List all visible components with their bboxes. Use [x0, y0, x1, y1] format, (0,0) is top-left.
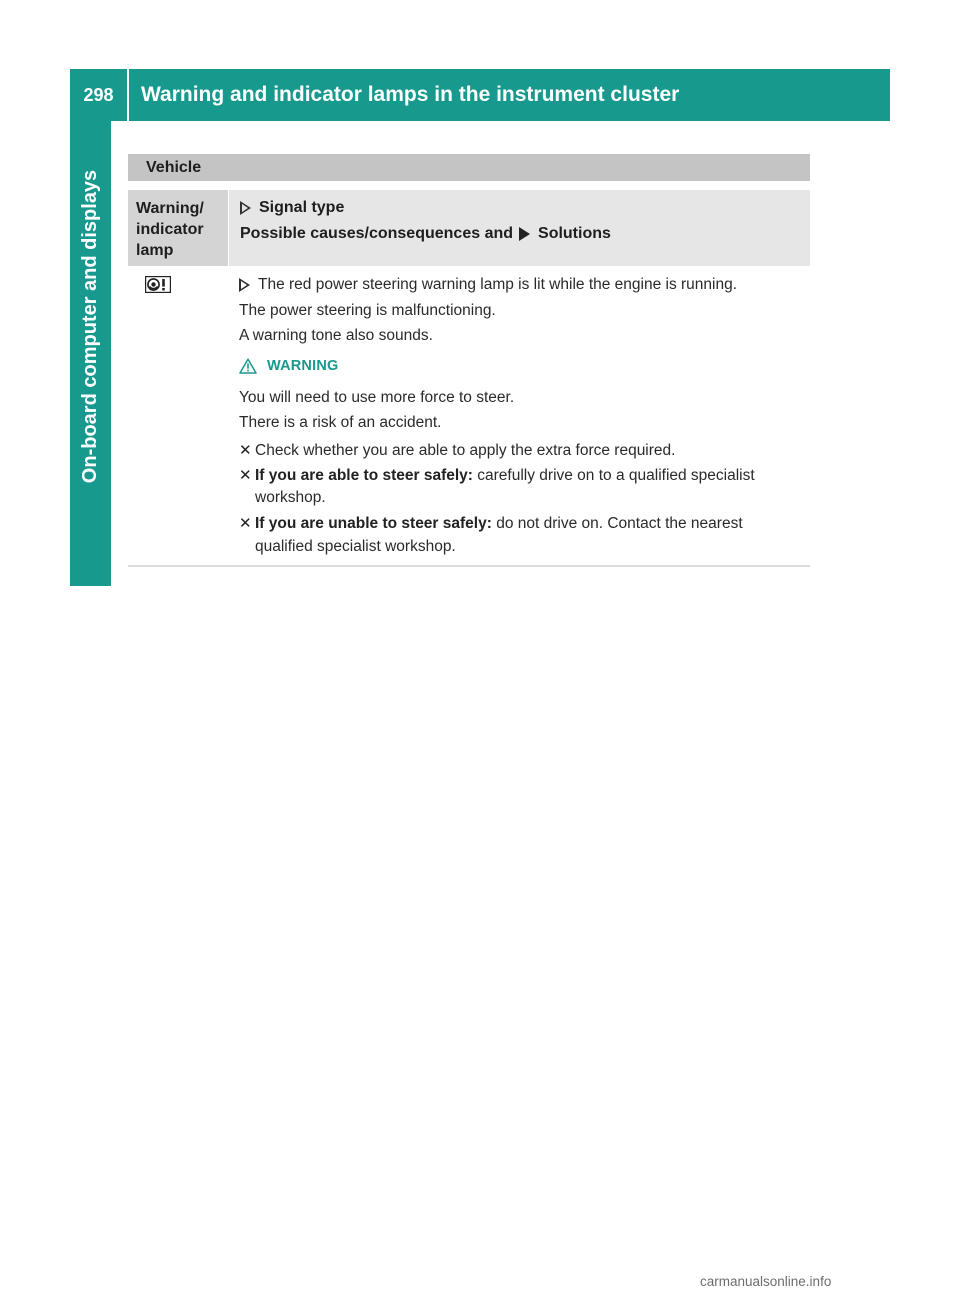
- action-step-text: Check whether you are able to apply the extra force required.: [255, 442, 676, 459]
- action-step-text: do not drive on. Contact the nearest: [491, 515, 743, 532]
- page-title: Warning and indicator lamps in the instrument cluster: [141, 83, 680, 106]
- action-step-continuation: workshop.: [255, 489, 326, 506]
- lamp-heading-line: lamp: [136, 242, 174, 259]
- cause-text: A warning tone also sounds.: [239, 327, 433, 344]
- warning-text: There is a risk of an accident.: [239, 414, 442, 431]
- action-step-continuation: qualified specialist workshop.: [255, 538, 456, 555]
- lamp-column-heading: [136, 198, 226, 261]
- action-step: [239, 441, 675, 460]
- signal-type-label: Signal type: [259, 199, 345, 216]
- lamp-heading-line: indicator: [136, 221, 204, 238]
- watermark: carmanualsonline.info: [700, 1274, 832, 1289]
- table-bottom-rule: [128, 565, 810, 567]
- action-marker-icon: ✕: [239, 467, 252, 484]
- cause-text: The power steering is malfunctioning.: [239, 302, 496, 319]
- action-marker-icon: ✕: [239, 515, 252, 532]
- signal-type-icon: [239, 278, 250, 292]
- warning-triangle-icon: [239, 358, 257, 374]
- warning-heading: [239, 358, 338, 374]
- header-divider: [127, 69, 129, 121]
- signal-type-icon: [240, 201, 251, 215]
- action-step-text: carefully drive on to a qualified specialist: [472, 467, 755, 484]
- signal-description: [239, 276, 737, 294]
- solutions-arrow-icon: [519, 227, 530, 241]
- chapter-tab-label: On-board computer and displays: [79, 169, 102, 483]
- section-title: Vehicle: [146, 158, 202, 176]
- causes-label: Possible causes/consequences and: [240, 225, 514, 242]
- action-marker-icon: ✕: [239, 442, 252, 459]
- action-step-condition: If you are able to steer safely:: [255, 467, 473, 484]
- table-header-lamp-column: [128, 190, 228, 266]
- chapter-tab-label-wrap: [70, 121, 111, 531]
- warning-text: You will need to use more force to steer.: [239, 389, 515, 406]
- page-header: [70, 69, 890, 121]
- table-header-description-column: [229, 190, 810, 266]
- lamp-heading-line: Warning/: [136, 200, 204, 217]
- page-number: 298: [83, 84, 114, 105]
- action-step-condition: If you are unable to steer safely:: [255, 515, 492, 532]
- warning-label: WARNING: [267, 358, 339, 374]
- causes-solutions-heading: [240, 225, 611, 243]
- solutions-label: Solutions: [538, 225, 611, 242]
- section-bar: [128, 154, 810, 181]
- power-steering-warning-lamp-icon: [145, 276, 171, 293]
- signal-type-heading: [240, 199, 344, 217]
- signal-text: The red power steering warning lamp is lit while the engine is running.: [258, 276, 738, 293]
- action-step: [239, 514, 743, 533]
- action-step: [239, 466, 755, 485]
